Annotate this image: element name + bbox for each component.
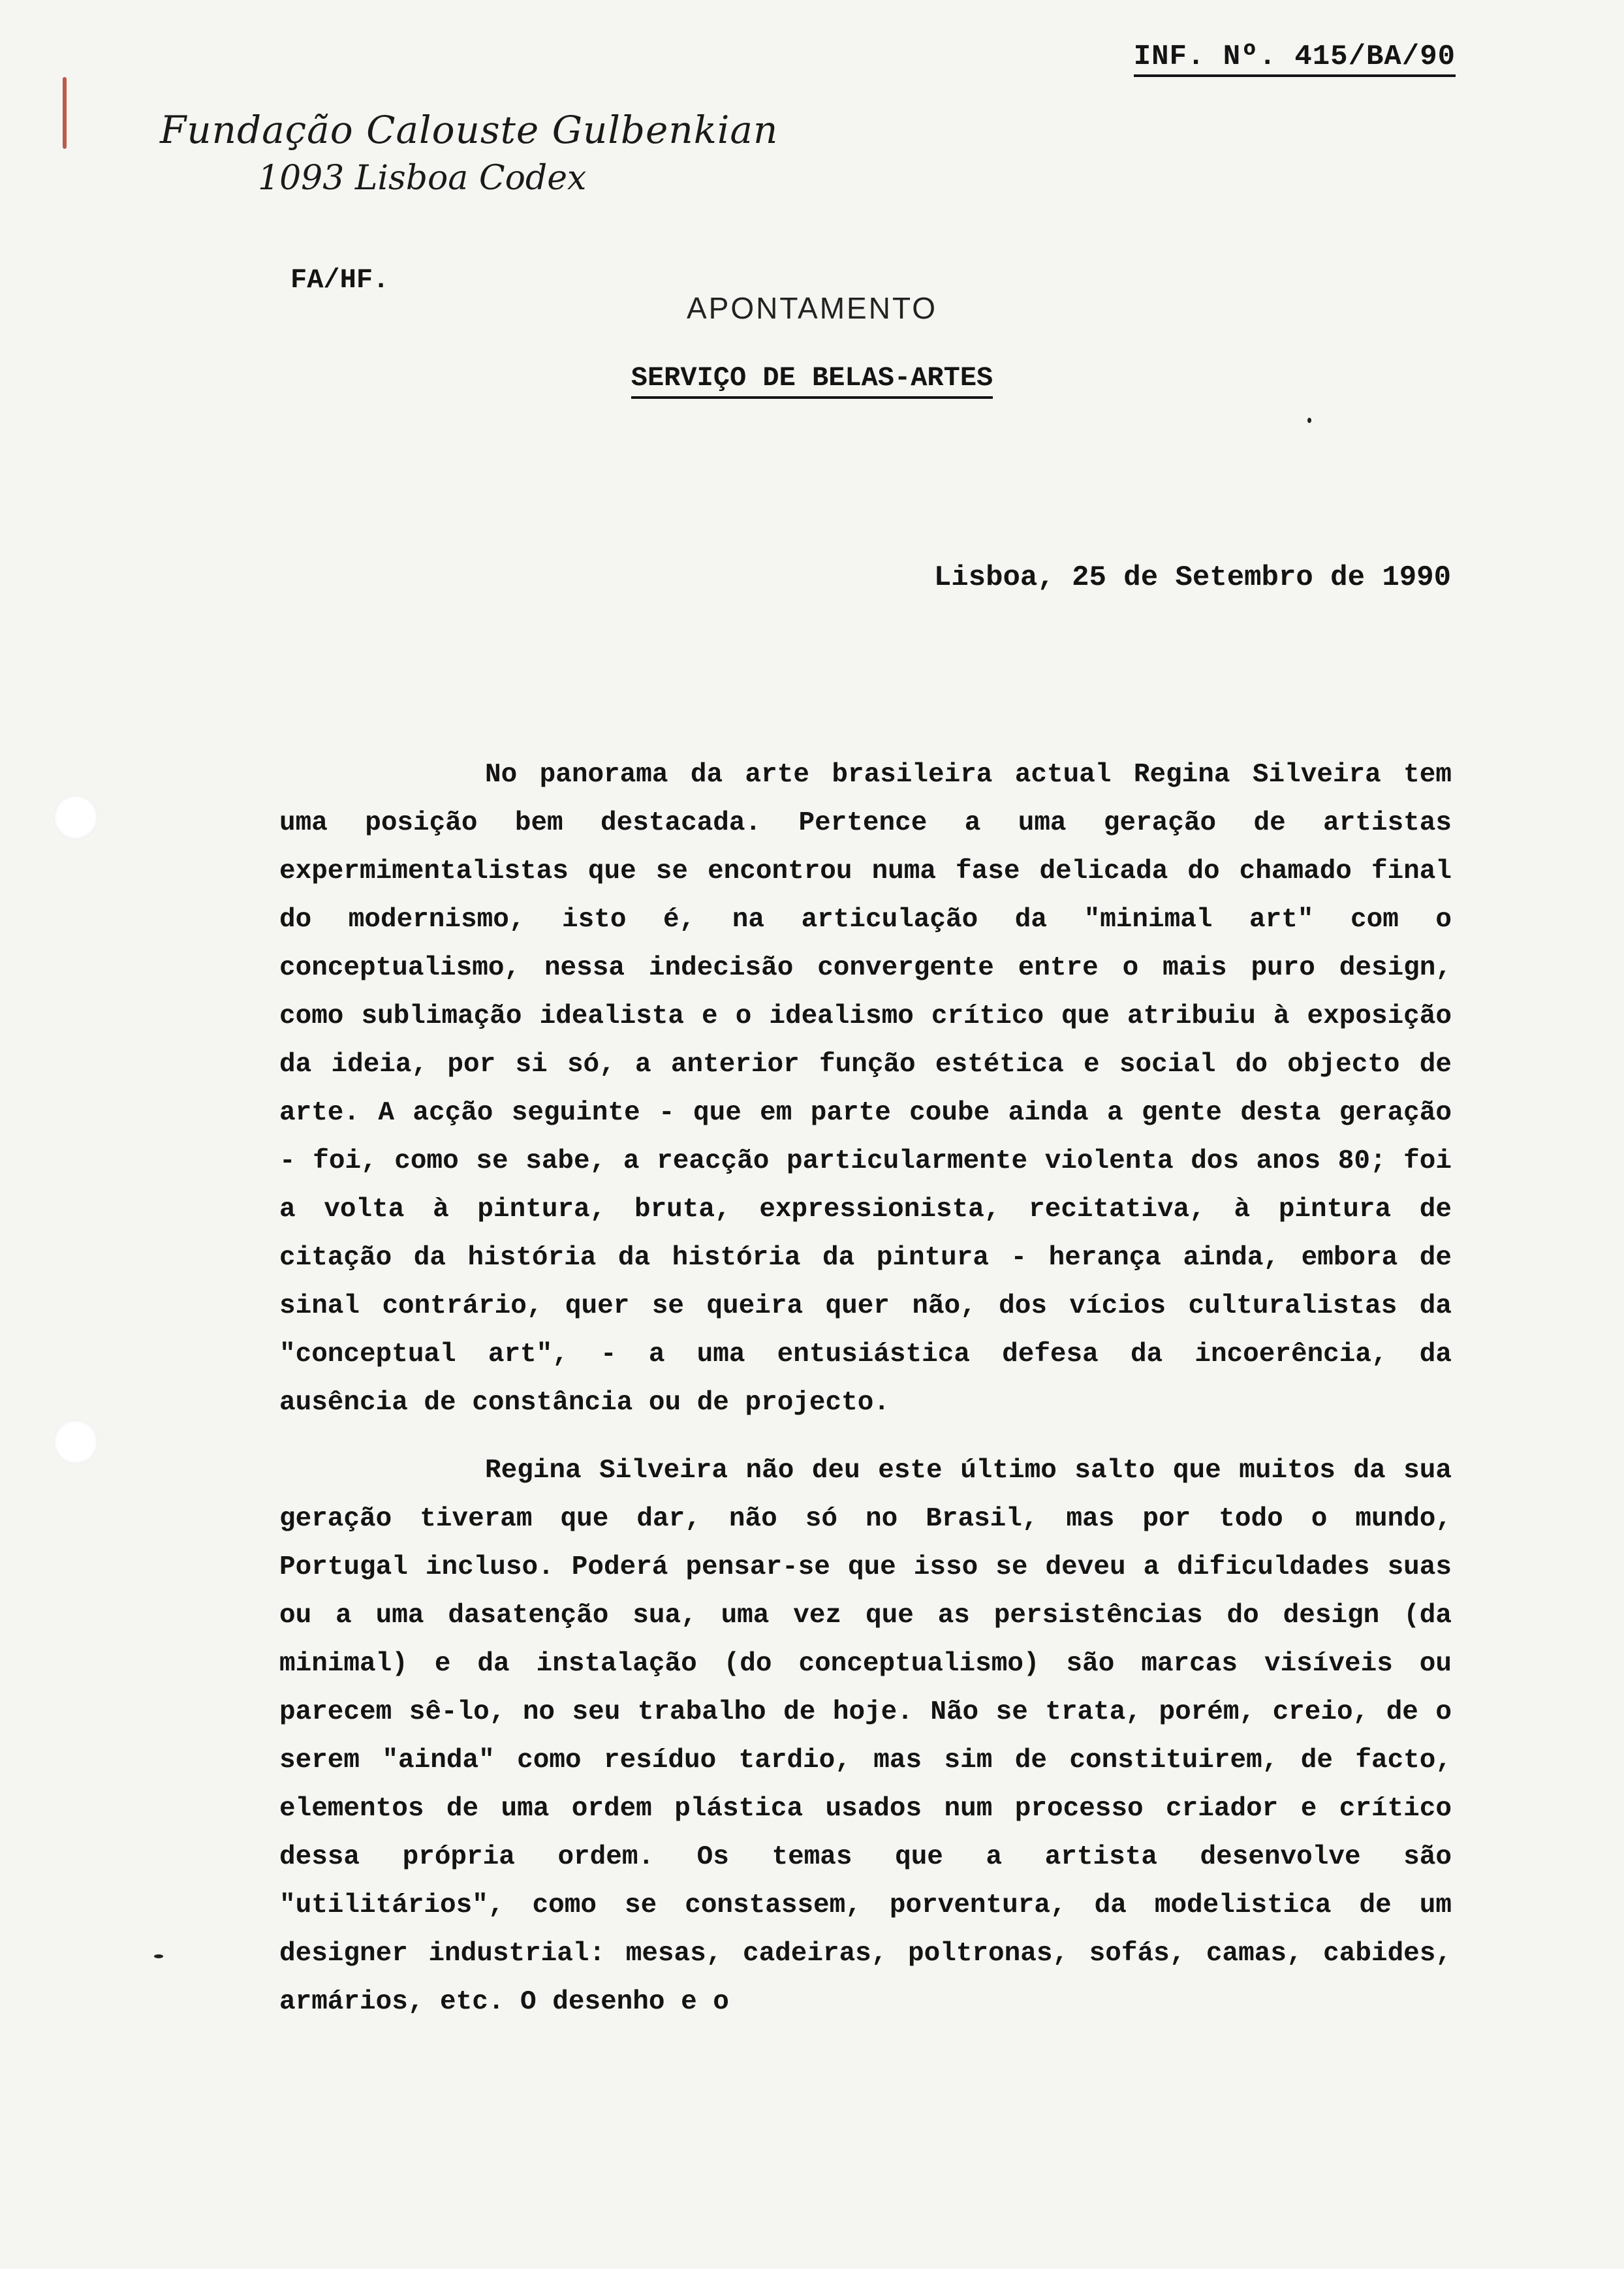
reference-number: INF. Nº. 415/BA/90 (1134, 40, 1456, 77)
author-initials: FA/HF. (290, 264, 390, 296)
paragraph: Regina Silveira não deu este último salto que muitos da sua geração tiveram que dar, não só no Brasil, mas por todo o mundo, Portugal incluso. Poderá pensar-se que isso se deveu a dificuldades suas ou a uma dasatenção sua, uma vez que as persistências do design (da minimal) e da instalação (do conceptualismo) são marcas visíveis ou parecem sê-lo, no seu trabalho de hoje. Não se trata, porém, creio, de o serem "ainda" como resíduo tardio, mas sim de constituirem, de facto, elementos de uma ordem plástica usados num processo criador e crítico dessa própria ordem. Os temas que a artista desenvolve são "utilitários", como se constassem, porventura, da modelistica de um designer industrial: mesas, cadeiras, poltronas, sofás, camas, cabides, armários, etc. O desenho e o (279, 1456, 1452, 2017)
ink-speck (154, 1954, 163, 1958)
ink-speck (1307, 418, 1311, 423)
letterhead (160, 108, 778, 198)
department-title: SERVIÇO DE BELAS-ARTES (631, 362, 993, 399)
letterhead-address: 1093 Lisboa Codex (258, 159, 587, 198)
document-type-heading: APONTAMENTO (687, 291, 937, 325)
paragraph: No panorama da arte brasileira actual Regina Silveira tem uma posição bem destacada. Pertence a uma geração de artistas expermimentalistas que se encontrou numa fase delicada do chamado final do modernismo, isto é, na articulação da "minimal art" com o conceptualismo, nessa indecisão convergente entre o mais puro design, como sublimação idealista e o idealismo crítico que atribuiu à exposição da ideia, por si só, a anterior função estética e social do objecto de arte. A acção seguinte - que em parte coube ainda a gente desta geração - foi, como se sabe, a reacção particularmente violenta dos anos 80; foi a volta à pintura, bruta, expressionista, recitativa, à pintura de citação da história da história da pintura - herança ainda, embora de sinal contrário, quer se queira quer não, dos vícios culturalistas da "conceptual art", - a uma entusiástica defesa da incoerência, da ausência de constância ou de projecto. (279, 760, 1452, 1418)
punch-hole-top (54, 795, 98, 839)
letterhead-organization: Fundação Calouste Gulbenkian (160, 108, 779, 152)
date-line: Lisboa, 25 de Setembro de 1990 (933, 561, 1451, 594)
punch-hole-bottom (54, 1420, 98, 1464)
body-text (279, 751, 1452, 2026)
staple-mark (63, 77, 67, 149)
department-heading (0, 362, 1624, 394)
